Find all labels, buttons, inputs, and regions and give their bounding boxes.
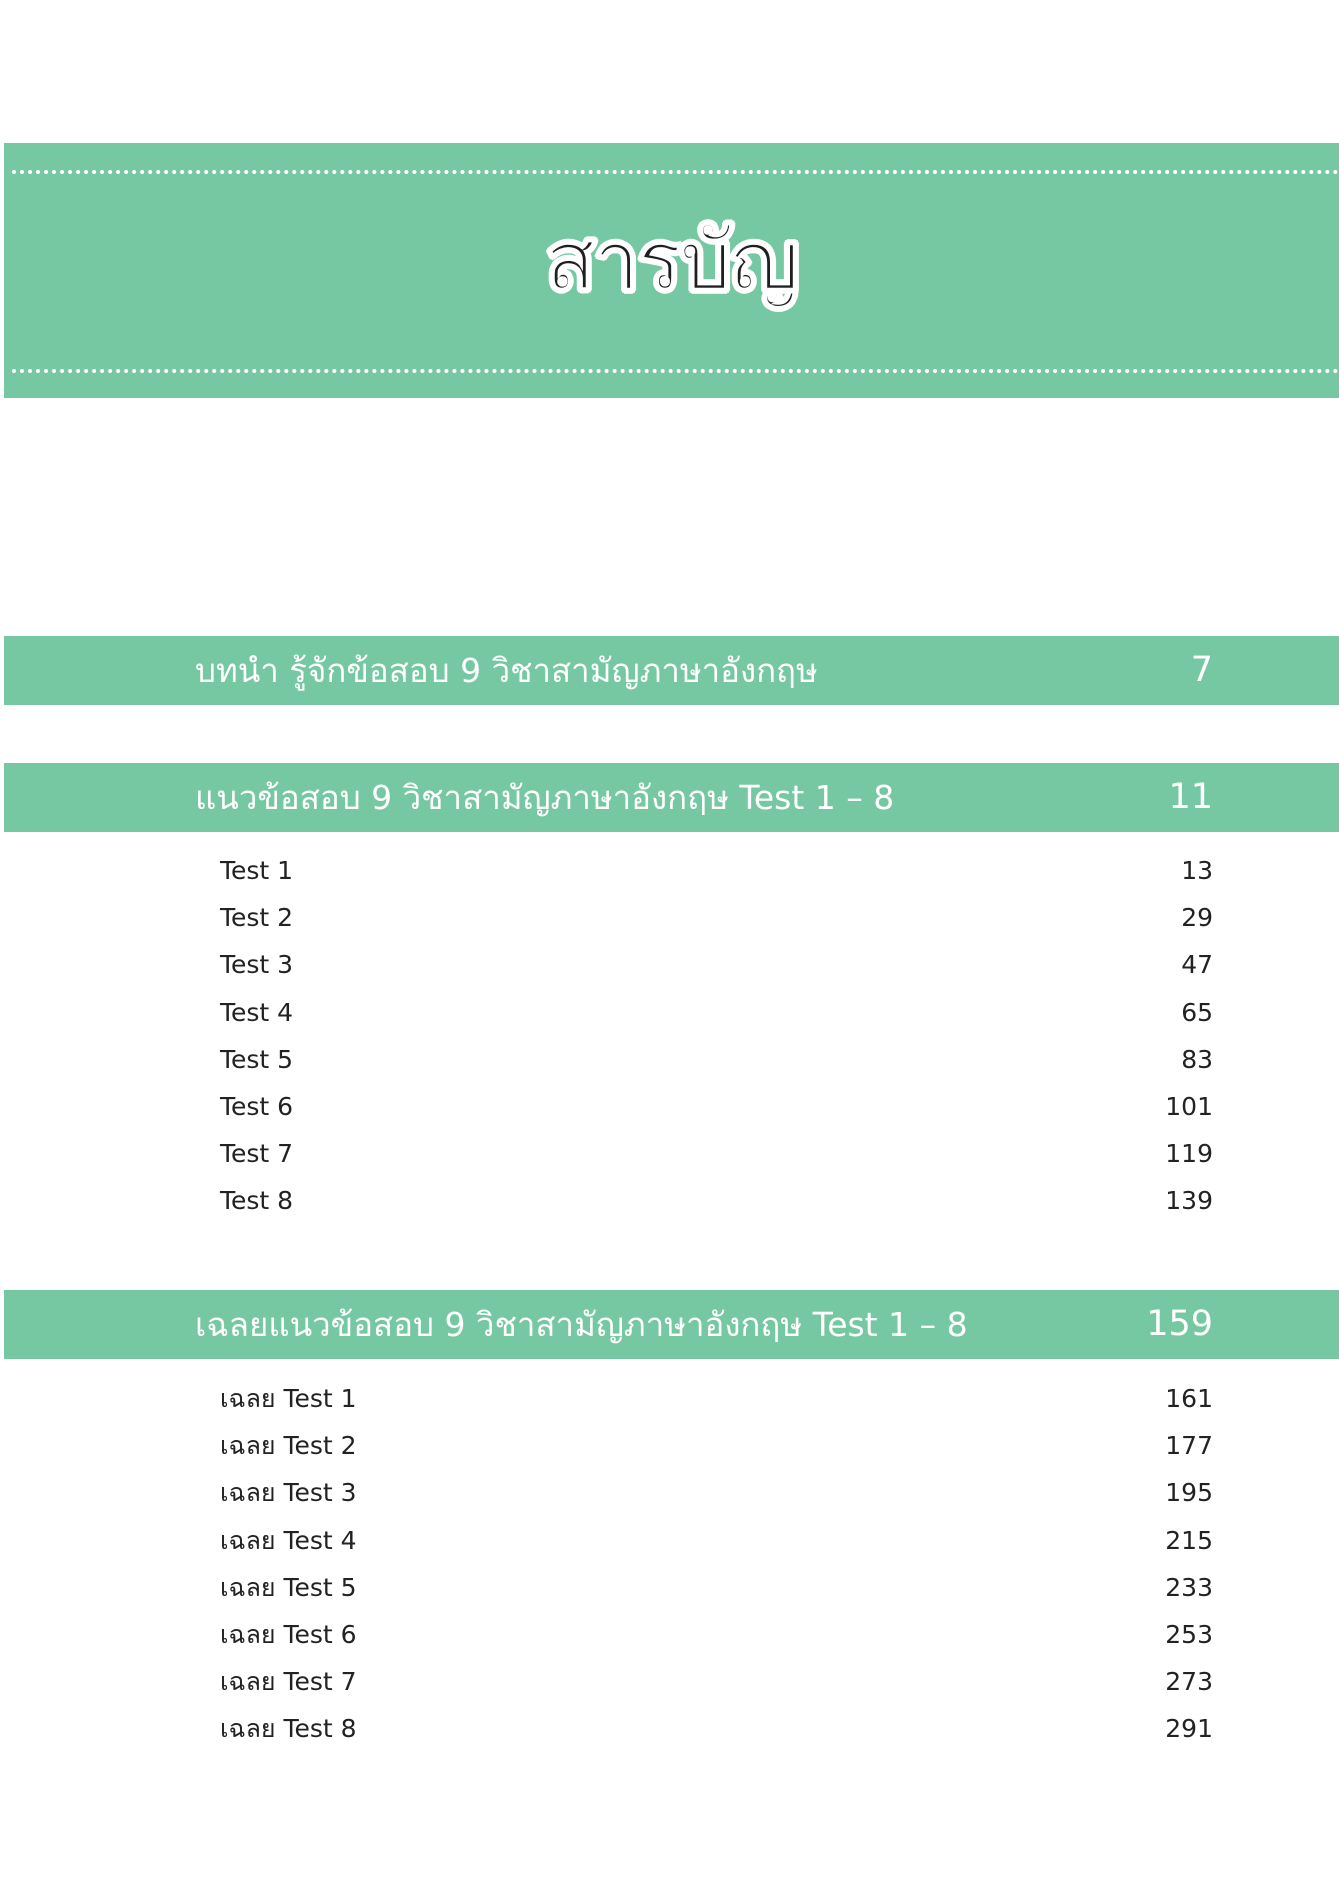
- entry-page-number: 139: [1165, 1186, 1213, 1216]
- entry-label: Test 4: [220, 997, 294, 1027]
- entry-page-number: 253: [1165, 1619, 1213, 1649]
- section-page-number: 159: [1146, 1304, 1213, 1344]
- entry-label: เฉลย Test 1: [220, 1384, 357, 1413]
- toc-entry-test-5[interactable]: [0, 1036, 1339, 1083]
- entry-page-number: 119: [1165, 1139, 1213, 1169]
- entry-page-number: 161: [1165, 1384, 1213, 1413]
- toc-entry-answer-6[interactable]: [0, 1611, 1339, 1658]
- entry-page-number: 233: [1165, 1572, 1213, 1602]
- section-title: บทนำ รู้จักข้อสอบ 9 วิชาสามัญภาษาอังกฤษ: [195, 651, 818, 690]
- entry-page-number: 47: [1181, 950, 1213, 980]
- entry-page-number: 215: [1165, 1525, 1213, 1555]
- entry-label: เฉลย Test 5: [220, 1572, 357, 1602]
- entry-label: เฉลย Test 2: [220, 1431, 357, 1461]
- section-page-number: 7: [1190, 650, 1213, 690]
- toc-entry-answer-7[interactable]: [0, 1658, 1339, 1705]
- entry-page-number: 65: [1181, 997, 1213, 1027]
- entry-page-number: 29: [1181, 903, 1213, 933]
- toc-entry-test-3[interactable]: [0, 941, 1339, 988]
- toc-entry-answer-2[interactable]: [0, 1422, 1339, 1469]
- entry-label: Test 6: [220, 1091, 294, 1121]
- section-bar-answers[interactable]: [4, 1290, 1339, 1359]
- toc-entry-test-4[interactable]: [0, 989, 1339, 1036]
- toc-entry-answer-5[interactable]: [0, 1564, 1339, 1611]
- entry-label: Test 2: [220, 903, 294, 933]
- entry-label: Test 5: [220, 1044, 294, 1074]
- section-bar-tests[interactable]: [4, 763, 1339, 832]
- toc-entry-test-7[interactable]: [0, 1130, 1339, 1177]
- toc-entry-answer-1[interactable]: [0, 1375, 1339, 1422]
- section-bar-intro[interactable]: [4, 636, 1339, 705]
- toc-entry-answer-4[interactable]: [0, 1517, 1339, 1564]
- dotted-divider-bottom: [12, 369, 1339, 373]
- section-title: เฉลยแนวข้อสอบ 9 วิชาสามัญภาษาอังกฤษ Test 1 – 8: [195, 1305, 968, 1344]
- answers-entry-list: [0, 1375, 1339, 1753]
- entry-page-number: 177: [1165, 1431, 1213, 1461]
- entry-label: Test 3: [220, 950, 294, 980]
- section-page-number: 11: [1168, 777, 1213, 817]
- entry-label: Test 8: [220, 1186, 294, 1216]
- entry-label: เฉลย Test 7: [220, 1667, 357, 1697]
- toc-entry-test-1[interactable]: [0, 847, 1339, 894]
- entry-page-number: 195: [1165, 1478, 1213, 1508]
- toc-entry-test-8[interactable]: [0, 1177, 1339, 1224]
- toc-entry-test-2[interactable]: [0, 894, 1339, 941]
- entry-label: เฉลย Test 3: [220, 1478, 357, 1508]
- page-title: สารบัญ: [545, 214, 798, 309]
- entry-label: Test 1: [220, 856, 294, 885]
- toc-entry-test-6[interactable]: [0, 1083, 1339, 1130]
- entry-label: เฉลย Test 4: [220, 1525, 357, 1555]
- toc-entry-answer-8[interactable]: [0, 1705, 1339, 1752]
- toc-entry-answer-3[interactable]: [0, 1469, 1339, 1516]
- entry-page-number: 83: [1181, 1044, 1213, 1074]
- dotted-divider-top: [12, 170, 1339, 174]
- entry-page-number: 101: [1165, 1091, 1213, 1121]
- entry-page-number: 13: [1181, 856, 1213, 885]
- title-banner: [4, 143, 1339, 398]
- section-title: แนวข้อสอบ 9 วิชาสามัญภาษาอังกฤษ Test 1 – 8: [195, 778, 895, 817]
- entry-page-number: 291: [1165, 1714, 1213, 1744]
- entry-label: เฉลย Test 6: [220, 1619, 357, 1649]
- entry-label: เฉลย Test 8: [220, 1714, 357, 1744]
- entry-label: Test 7: [220, 1139, 294, 1169]
- entry-page-number: 273: [1165, 1667, 1213, 1697]
- tests-entry-list: [0, 847, 1339, 1225]
